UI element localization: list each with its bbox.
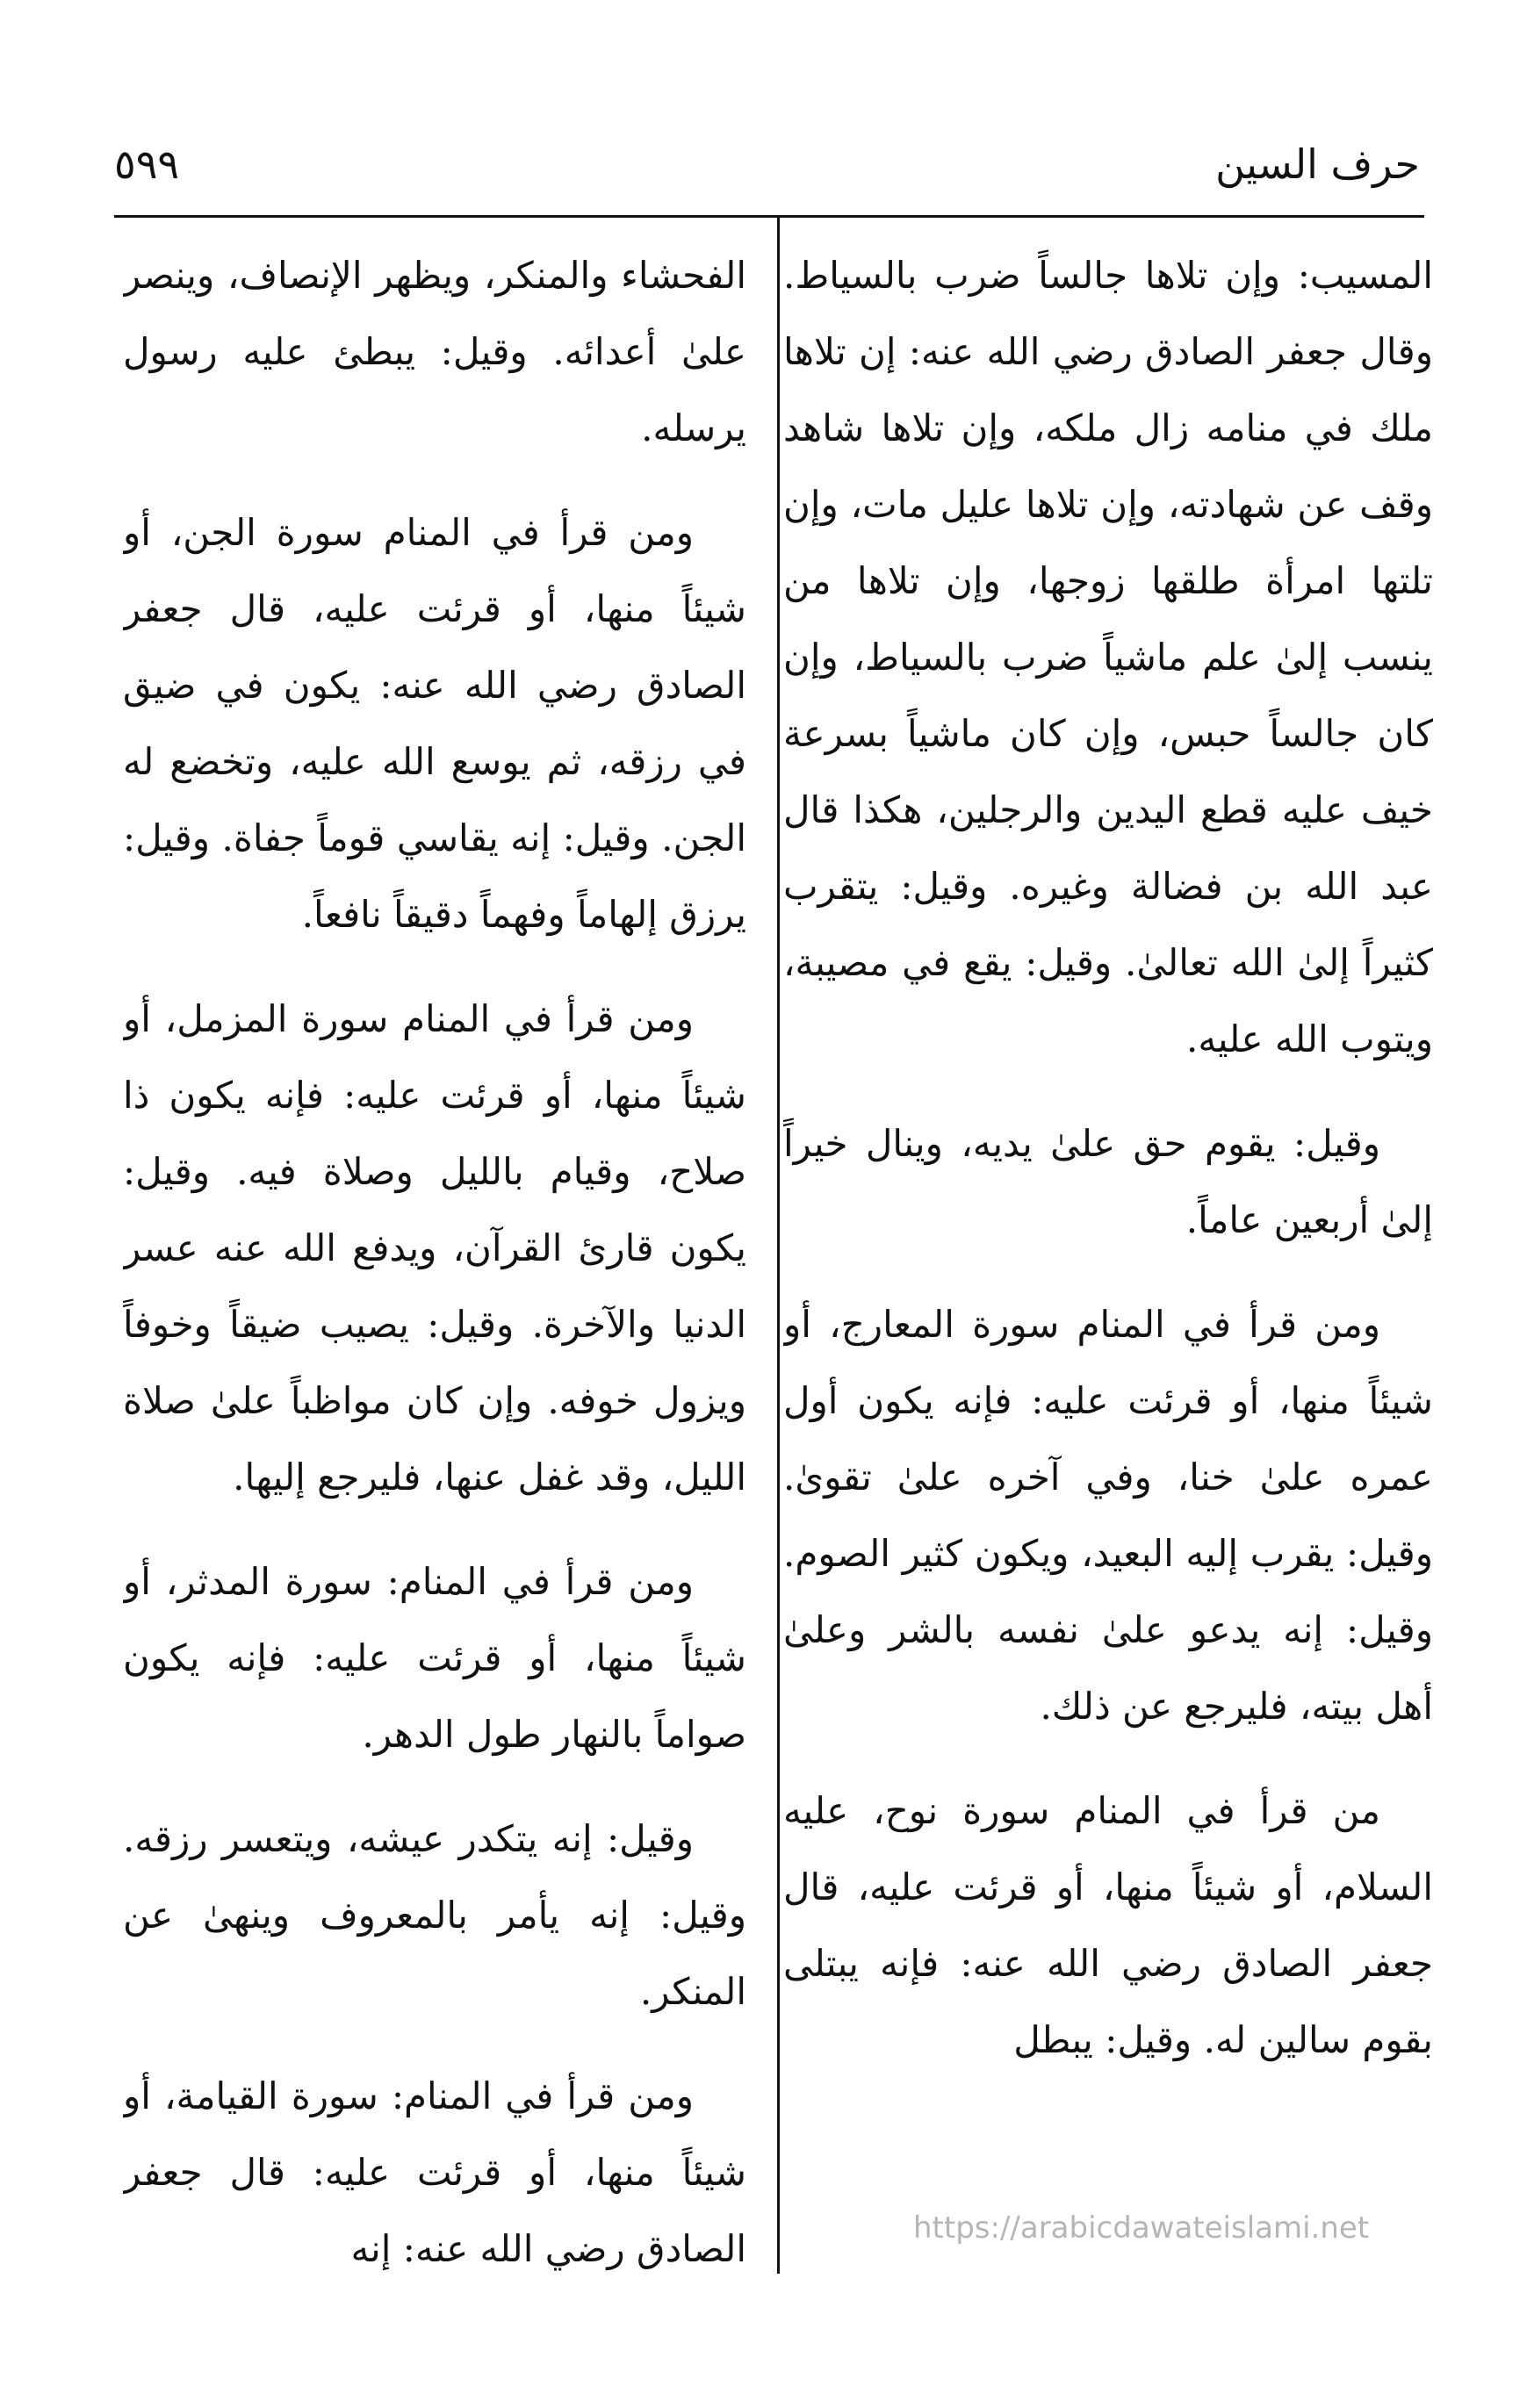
paragraph: المسيب: وإن تلاها جالساً ضرب بالسياط. وقال جعفر الصادق رضي الله عنه: إن تلاها ملك في منامه زال ملكه، وإن تلاها شاهد وقف عن شهادته، وإن تلاها عليل مات، وإن تلتها امرأة طلقها زوجها، وإن تلاها من ينسب إلىٰ علم ماشياً ضرب بالسياط، وإن كان جالساً حبس، وإن كان ماشياً بسرعة خيف عليه قطع اليدين والرجلين، هكذا قال عبد الله بن فضالة وغيره. وقيل: يتقرب كثيراً إلىٰ الله تعالىٰ. وقيل: يقع في مصيبة، ويتوب الله عليه. (783, 254, 1433, 1060)
page-header (97, 132, 1437, 202)
chapter-title: حرف السين (1215, 140, 1420, 188)
page-number: ٥٩٩ (114, 140, 180, 188)
paragraph: وقيل: يقوم حق علىٰ يديه، وينال خيراً إلىٰ أربعين عاماً. (783, 1122, 1433, 1241)
column-divider (777, 215, 780, 2274)
paragraph: ومن قرأ في المنام: سورة المدثر، أو شيئاً منها، أو قرئت عليه: فإنه يكون صواماً بالنهار طول الدهر. (123, 1560, 746, 1756)
paragraph: ومن قرأ في المنام سورة المعارج، أو شيئاً منها، أو قرئت عليه: فإنه يكون أول عمره علىٰ خنا، وفي آخره علىٰ تقوىٰ. وقيل: يقرب إليه البعيد، ويكون كثير الصوم. وقيل: إنه يدعو علىٰ نفسه بالشر وعلىٰ أهل بيته، فليرجع عن ذلك. (783, 1303, 1433, 1728)
header-rule (114, 215, 1424, 218)
paragraph: الفحشاء والمنكر، ويظهر الإنصاف، وينصر علىٰ أعدائه. وقيل: يبطئ عليه رسول يرسله. (123, 254, 746, 449)
paragraph: ومن قرأ في المنام سورة المزمل، أو شيئاً منها، أو قرئت عليه: فإنه يكون ذا صلاح، وقيام بالليل وصلاة فيه. وقيل: يكون قارئ القرآن، ويدفع الله عنه عسر الدنيا والآخرة. وقيل: يصيب ضيقاً وخوفاً ويزول خوفه. وإن كان مواظباً علىٰ صلاة الليل، وقد غفل عنها، فليرجع إليها. (123, 997, 746, 1499)
watermark: https://arabicdawateislami.net (913, 2210, 1370, 2246)
right-column (783, 237, 1433, 2282)
paragraph: من قرأ في المنام سورة نوح، عليه السلام، أو شيئاً منها، أو قرئت عليه، قال جعفر الصادق رضي الله عنه: فإنه يبتلى بقوم سالين له. وقيل: يبطل (783, 1789, 1433, 2061)
paragraph: وقيل: إنه يتكدر عيشه، ويتعسر رزقه. وقيل: إنه يأمر بالمعروف وينهىٰ عن المنكر. (123, 1817, 746, 2013)
paragraph: ومن قرأ في المنام سورة الجن، أو شيئاً منها، أو قرئت عليه، قال جعفر الصادق رضي الله عنه: يكون في ضيق في رزقه، ثم يوسع الله عليه، وتخضع له الجن. وقيل: إنه يقاسي قوماً جفاة. وقيل: يرزق إلهاماً وفهماً دقيقاً نافعاً. (123, 511, 746, 936)
left-column (123, 237, 746, 2282)
paragraph: ومن قرأ في المنام: سورة القيامة، أو شيئاً منها، أو قرئت عليه: قال جعفر الصادق رضي الله عنه: إنه (123, 2074, 746, 2270)
